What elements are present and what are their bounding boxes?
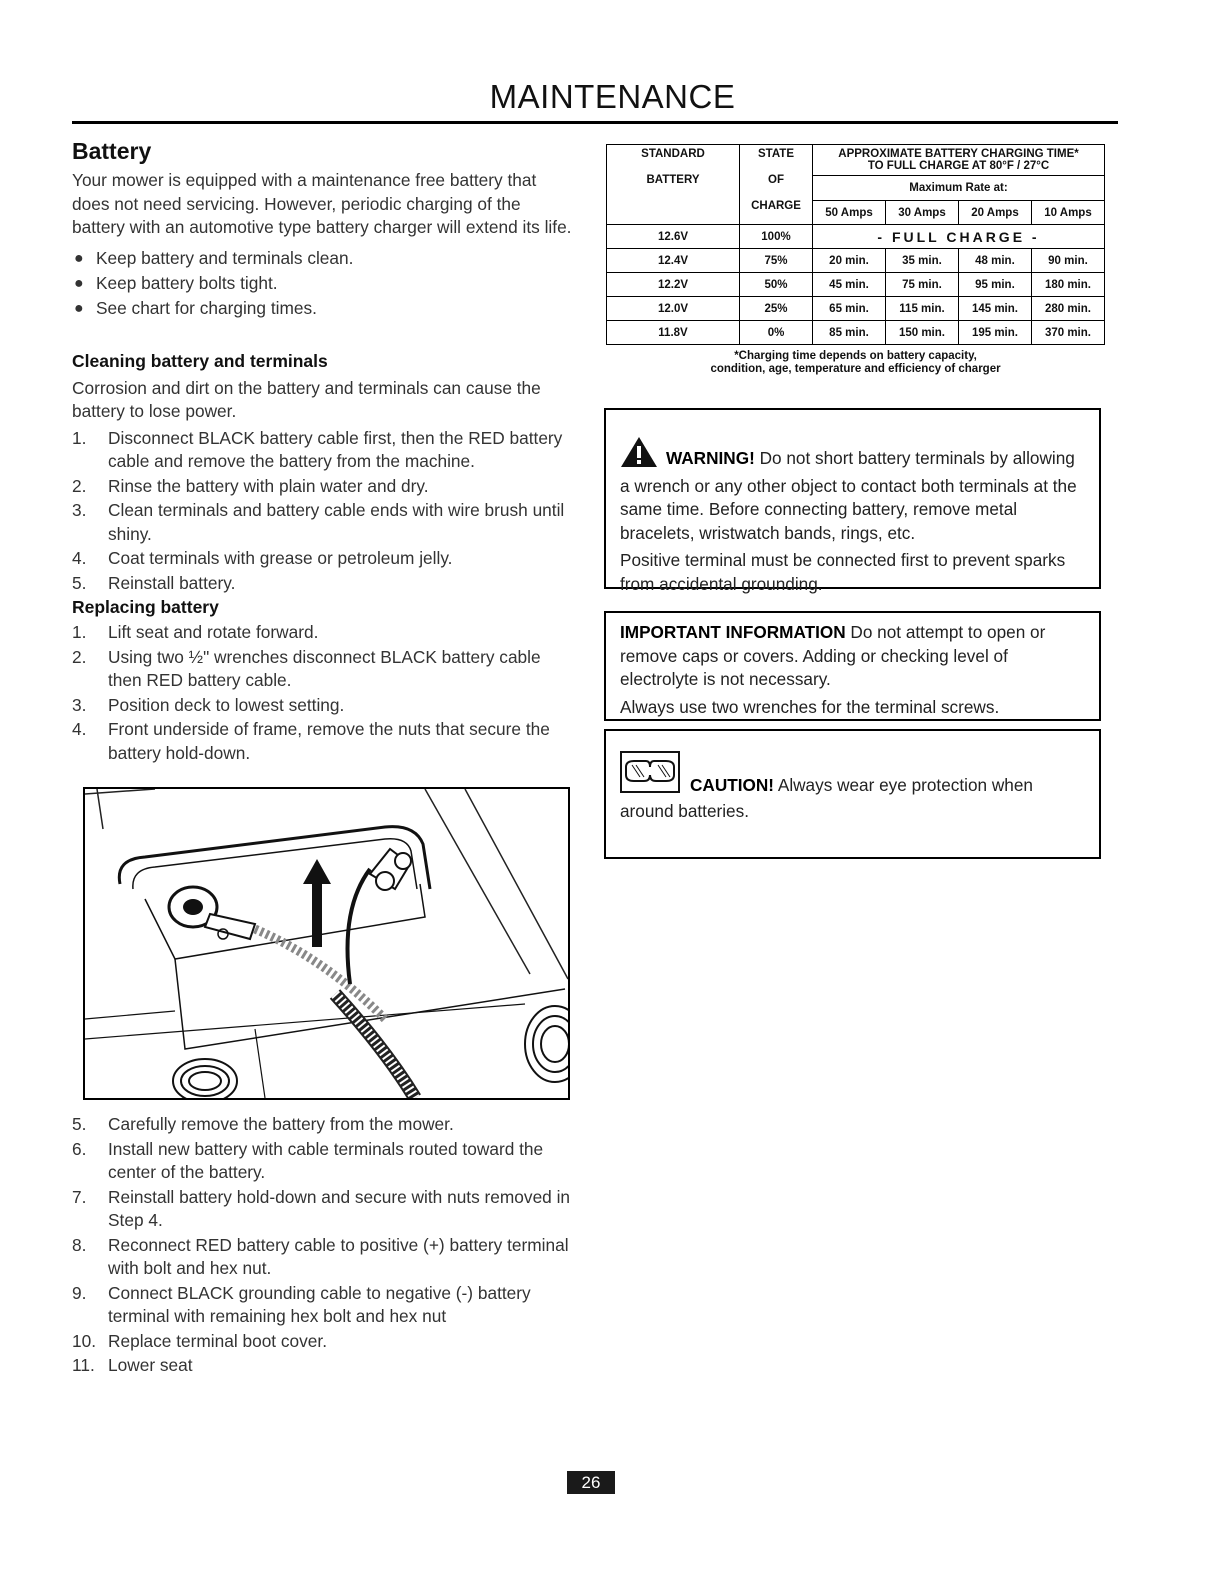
- list-item: ● Keep battery and terminals clean.: [74, 247, 354, 268]
- cleaning-intro: Corrosion and dirt on the battery and terminals can cause the battery to lose power.: [72, 377, 541, 421]
- table-row: 12.4V 75% 20 min. 35 min. 48 min. 90 min.: [607, 249, 1105, 273]
- warning-paragraph: [620, 436, 1085, 545]
- list-item: 8. Reconnect RED battery cable to positive (+) battery terminal with bolt and hex nut.: [72, 1234, 569, 1278]
- important-text: Do not attempt to open or remove caps or covers. Adding or checking level of electrolyte is not necessary.: [620, 622, 1046, 689]
- replacing-steps-after: [72, 1113, 572, 1378]
- list-item: 4. Coat terminals with grease or petroleum jelly.: [72, 548, 453, 568]
- table-header-battery: STANDARD BATTERY: [607, 145, 740, 225]
- caution-paragraph: [620, 751, 1085, 823]
- safety-goggles-icon: [620, 751, 680, 800]
- caution-text: Always wear eye protection when around batteries.: [620, 775, 1033, 821]
- list-item: 9. Connect BLACK grounding cable to negative (-) battery terminal with remaining hex bolt and hex nut: [72, 1282, 531, 1326]
- charging-table-container: [606, 144, 1105, 376]
- list-item: 4. Front underside of frame, remove the nuts that secure the battery hold-down.: [72, 719, 550, 763]
- list-item: 1. Lift seat and rotate forward.: [72, 622, 319, 642]
- caution-label: CAUTION!: [690, 775, 775, 795]
- title-divider: [72, 121, 1118, 124]
- list-item: 3. Position deck to lowest setting.: [72, 694, 345, 715]
- list-item: 6. Install new battery with cable terminals routed toward the center of the battery.: [72, 1138, 544, 1182]
- replacing-steps-before: [72, 621, 572, 765]
- important-info-box: [604, 611, 1101, 721]
- charging-time-table: [606, 144, 1105, 345]
- warning-triangle-icon: [620, 436, 658, 475]
- warning-box: [604, 408, 1101, 594]
- warning-label: WARNING!: [666, 448, 755, 468]
- table-row: 12.6V 100% - FULL CHARGE -: [607, 225, 1105, 249]
- list-item: 5. Reinstall battery.: [72, 572, 236, 593]
- list-item: 2. Using two ½" wrenches disconnect BLACK battery cable then RED battery cable.: [72, 646, 541, 690]
- table-header-rate: 50 Amps: [813, 201, 886, 225]
- list-item: 1. Disconnect BLACK battery cable first, then the RED battery cable and remove the battery from the machine.: [72, 427, 563, 471]
- important-text-2: Always use two wrenches for the terminal screws.: [620, 696, 1000, 717]
- replacing-heading: Replacing battery: [72, 597, 219, 617]
- table-header-rate: 20 Amps: [958, 201, 1031, 225]
- important-label: IMPORTANT INFORMATION: [620, 622, 846, 642]
- list-item: 11. Lower seat: [72, 1355, 193, 1375]
- table-header-max-rate: Maximum Rate at:: [813, 176, 1105, 201]
- battery-removal-illustration: [83, 787, 570, 1100]
- page-number: 26: [567, 1471, 615, 1494]
- list-item: 7. Reinstall battery hold-down and secure with nuts removed in Step 4.: [72, 1186, 571, 1230]
- table-row: 12.2V 50% 45 min. 75 min. 95 min. 180 min.: [607, 273, 1105, 297]
- warning-text: Do not short battery terminals by allowing a wrench or any other object to contact both terminals at the same time. Before connecting battery, remove metal bracelets, wristwatch bands, rings, etc.: [620, 448, 1077, 543]
- table-row: 11.8V 0% 85 min. 150 min. 195 min. 370 min.: [607, 321, 1105, 345]
- full-charge-label: - FULL CHARGE -: [813, 225, 1105, 249]
- list-item: 10. Replace terminal boot cover.: [72, 1330, 328, 1351]
- list-item: 5. Carefully remove the battery from the mower.: [72, 1114, 454, 1134]
- list-item: 2. Rinse the battery with plain water and dry.: [72, 475, 429, 496]
- list-item: ● Keep battery bolts tight.: [74, 272, 278, 293]
- important-paragraph: [620, 621, 1085, 692]
- list-item: ● See chart for charging times.: [74, 297, 317, 318]
- table-footnote: *Charging time depends on battery capacity, condition, age, temperature and efficiency of charger: [710, 350, 1001, 375]
- warning-text-2: Positive terminal must be connected first to prevent sparks from accidental grounding.: [620, 550, 1066, 594]
- left-column: [72, 138, 572, 766]
- caution-box: [604, 729, 1101, 859]
- table-header-rate: 30 Amps: [885, 201, 958, 225]
- table-header-title: APPROXIMATE BATTERY CHARGING TIME* TO FULL CHARGE AT 80°F / 27°C: [813, 145, 1105, 176]
- cleaning-heading: Cleaning battery and terminals: [72, 350, 328, 371]
- battery-intro: Your mower is equipped with a maintenance free battery that does not need servicing. However, periodic charging of the battery with an automotive type battery charger will extend its life.: [72, 170, 572, 237]
- left-column-continued: [72, 1113, 572, 1379]
- battery-bullets: [72, 246, 572, 321]
- battery-heading: Battery: [72, 138, 152, 164]
- list-item: 3. Clean terminals and battery cable ends with wire brush until shiny.: [72, 500, 565, 544]
- table-header-state: STATE OF CHARGE: [740, 145, 813, 225]
- cleaning-steps: [72, 427, 572, 596]
- page-title: MAINTENANCE: [489, 78, 736, 115]
- table-header-rate: 10 Amps: [1031, 201, 1104, 225]
- table-row: 12.0V 25% 65 min. 115 min. 145 min. 280 min.: [607, 297, 1105, 321]
